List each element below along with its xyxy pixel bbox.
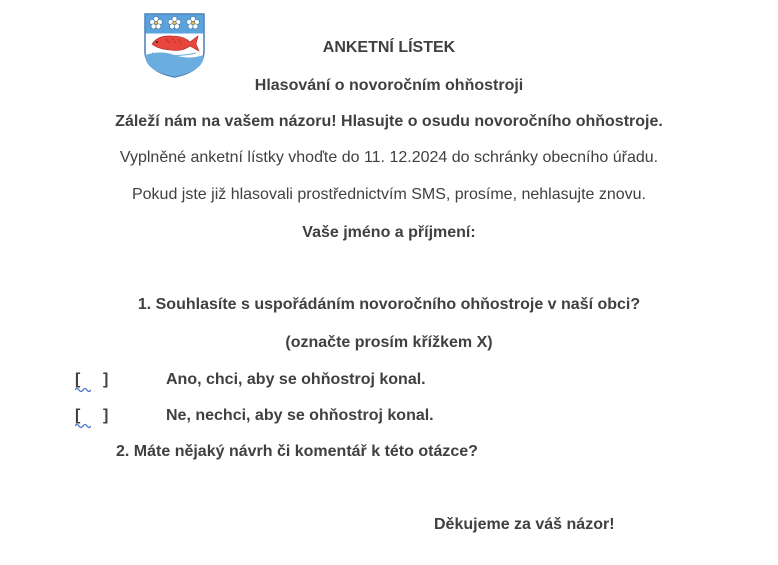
option-yes-label: Ano, chci, aby se ohňostroj konal.	[166, 371, 426, 388]
checkbox-open-bracket: [	[75, 407, 81, 424]
mark-hint: (označte prosím křížkem X)	[285, 334, 493, 351]
thanks-text: Děkujeme za váš názor!	[434, 516, 615, 533]
question-2: 2. Máte nějaký návrh či komentář k této otázce?	[116, 443, 478, 460]
checkbox-open-bracket: [	[75, 371, 81, 388]
question-1: 1. Souhlasíte s uspořádáním novoročního ohňostroje v naší obci?	[137, 296, 641, 313]
checkbox-close-bracket: ]	[103, 371, 109, 388]
instructions-text: Vyplněné anketní lístky vhoďte do 11. 12.2024 do schránky obecního úřadu.	[119, 149, 659, 166]
appeal-text: Záleží nám na vašem názoru! Hlasujte o osudu novoročního ohňostroje.	[115, 113, 663, 130]
checkbox-close-bracket: ]	[103, 407, 109, 424]
page-title: ANKETNÍ LÍSTEK	[322, 39, 456, 56]
sms-note: Pokud jste již hlasovali prostřednictvím SMS, prosíme, nehlasujte znovu.	[131, 186, 646, 203]
spellcheck-underline	[75, 387, 91, 393]
spellcheck-underline	[75, 423, 91, 429]
name-field-label: Vaše jméno a příjmení:	[302, 224, 476, 241]
subtitle: Hlasování o novoročním ohňostroji	[254, 77, 524, 94]
option-no-label: Ne, nechci, aby se ohňostroj konal.	[166, 407, 434, 424]
